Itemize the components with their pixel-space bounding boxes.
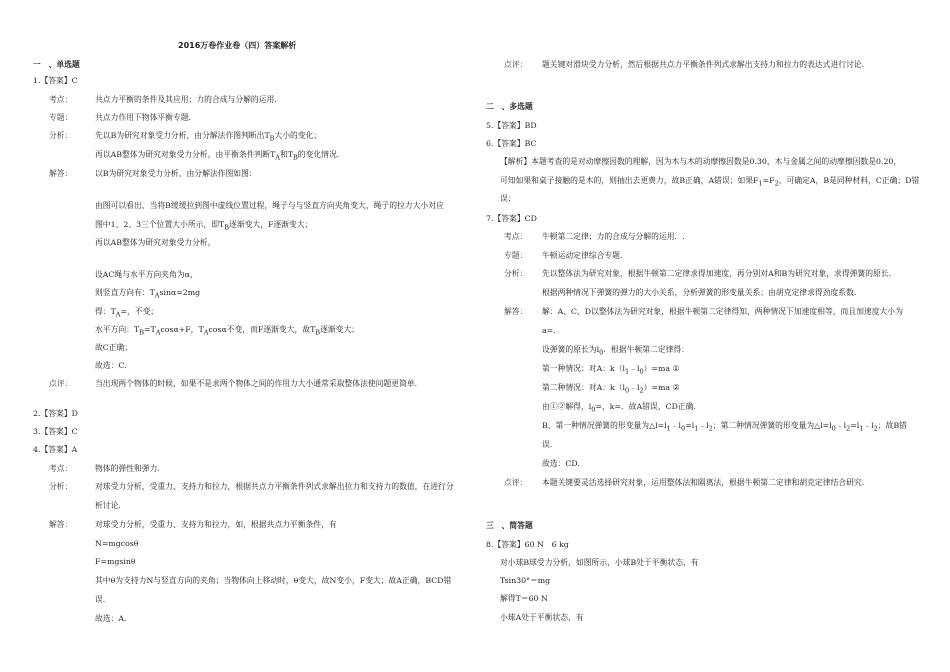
q1-jieda-line9: 故C正确； [95,343,133,352]
q7-jieda-line2: a=. [542,326,556,335]
label-dianping: 点评： [49,379,73,388]
q4-jieda-line2: N=mgcosθ [95,539,139,548]
q7-jieda-line6: 由①②解得，$l_0=$，k=．故A错误，CD正确. [542,402,696,414]
q8-line1: 对小球B球受力分析，如图所示，小球B处于平衡状态，有 [500,558,699,567]
label-kaodian: 考点： [49,95,73,104]
section-heading-multiple-choice: 二 、多选题 [486,102,533,111]
answer-q5: 5.【答案】BD [486,121,537,130]
q8-line2: Tsin30°＝mg [500,576,551,585]
label-zhuanti: 专题： [504,251,528,260]
answer-q1: 1.【答案】C [33,76,78,85]
q1-jieda-line2: 由图可以看出，当将B缓缓拉到图中虚线位置过程，绳子与与竖直方向夹角变大，绳子的拉力大小对应 [95,201,444,210]
q7-jieda-line5: 第二种情况：对A：$k(l_0﹣l_2)=ma$ ② [542,383,680,395]
q1-fenxi-line1: 先以B为研究对象受力分析，由分解法作图判断出$T_B$大小的变化； [95,131,322,143]
q6-jiexi-line3: 误； [500,194,516,203]
answer-q4: 4.【答案】A [33,445,78,454]
q1-jieda-line1: 以B为研究对象受力分析，由分解法作图如图： [95,169,257,178]
q4-jieda-line3: F=mgsinθ [95,557,136,566]
q1-jieda-line3: 图中1、2、3三个位置大小所示，即$T_B$逐渐变大，F逐渐变大； [95,220,313,232]
label-zhuanti: 专题： [49,113,73,122]
q4-fenxi-line1: 对球受力分析，受重力、支持力和拉力，根据共点力平衡条件列式求解出拉力和支持力的数值，在进行分 [95,482,454,491]
q7-jieda-line9: 故选：CD. [542,459,580,468]
answer-q6: 6.【答案】BC [486,139,537,148]
q6-jiexi-line2: 可知如果和桌子接触的是木的，则抽出去更费力，故B正确，A错误；如果$F_1=F_2$，可确定A，B是同种材料，C正确；D错 [500,176,920,188]
q1-jieda-line8: 水平方向：$T_B=T_A\cos\alpha+F$，$T_A\cos\alpha$不变，而F逐渐变大，故$T_B$逐渐变大； [95,325,360,337]
q7-zhuanti: 牛顿运动定律综合专题. [542,251,623,260]
q7-fenxi-line2: 根据两种情况下弹簧的弹力的大小关系，分析弹簧的形变量关系；由胡克定律求得劲度系数. [542,288,857,297]
label-kaodian: 考点： [504,232,528,241]
q4-jieda-line1: 对球受力分析，受重力、支持力和拉力，如，根据共点力平衡条件，有 [95,520,337,529]
section-heading-single-choice: 一 、单选题 [33,60,80,69]
q8-line3: 解得T＝60 N [500,594,548,603]
q1-jieda-line7: 得：$T_A=$，不变； [95,307,159,319]
q1-dianping: 当出现两个物体的时候，如果不是求两个物体之间的作用力大小通常采取整体法使问题更简单. [95,379,418,388]
right-column [478,0,950,672]
q4-jieda-line4: 其中θ为支持力N与竖直方向的夹角；当物体向上移动时，θ变大，故N变小，F变大；故A正确，BCD错 [95,576,452,585]
q7-fenxi-line1: 先以整体法为研究对象，根据牛顿第二定律求得加速度，再分别对A和B为研究对象，求得弹簧的原长. [542,269,892,278]
q7-jieda-line1: 解：A、C、D以整体法为研究对象，根据牛顿第二定律得知，两种情况下加速度相等，而且加速度大小为 [542,307,903,316]
q7-jieda-line7: B、第一种情况弹簧的形变量为$\triangle l=l_1﹣l_0=l_1﹣l_2$；第二种情况弹簧的形变量为$\triangle l=l_0﹣l_2=l_1﹣l_2$；故B错 [542,421,907,433]
answer-q3: 3.【答案】C [33,427,78,436]
label-fenxi: 分析： [49,482,73,491]
q1-jieda-line4: 再以AB整体为研究对象受力分析， [95,238,216,247]
q4-kaodian: 物体的弹性和弹力. [95,464,160,473]
answer-q2: 2.【答案】D [33,409,78,418]
label-dianping: 点评： [504,478,528,487]
q7-jieda-line8: 误. [542,440,553,449]
label-jieda: 解答： [49,520,73,529]
q4-dianping: 题关键对滑块受力分析，然后根据共点力平衡条件列式求解出支持力和拉力的表达式进行讨论. [542,60,865,69]
label-fenxi: 分析： [49,131,73,140]
q1-fenxi-line2: 再以AB整体为研究对象受力分析，由平衡条件判断$T_A$和$T_B$的变化情况. [95,150,340,162]
q4-jieda-line6: 故选：A. [95,614,127,623]
page-title: 2016万卷作业卷（四）答案解析 [178,41,297,50]
answer-q7: 7.【答案】CD [486,214,537,223]
label-jieda: 解答： [49,169,73,178]
q1-jieda-line6: 则竖直方向有：$T_A\sin\alpha=2mg$ [95,288,201,300]
q4-jieda-line5: 误. [95,595,106,604]
q8-line4: 小球A处于平衡状态，有 [500,613,584,622]
left-column [0,0,470,672]
answer-q8: 8.【答案】60 N 6 kg [486,540,569,549]
section-heading-short-answer: 三 、简答题 [486,521,533,530]
label-jieda: 解答： [504,307,528,316]
q7-dianping: 本题关键要灵活选择研究对象，运用整体法和隔离法，根据牛顿第二定律和胡克定律结合研究. [542,478,865,487]
label-fenxi: 分析： [504,269,528,278]
q4-fenxi-line2: 析讨论. [95,501,121,510]
q6-jiexi-line1: 【解析】本题考查的是对动摩擦因数的理解，因为木与木的动摩擦因数是0.30，木与金属之间的动摩擦因数是0.20， [500,157,902,166]
q1-jieda-line5: 设AC绳与水平方向夹角为α， [95,270,198,279]
q1-kaodian: 共点力平衡的条件及其应用；力的合成与分解的运用. [95,95,277,104]
q1-zhuanti: 共点力作用下物体平衡专题. [95,113,192,122]
q7-jieda-line4: 第一种情况：对A：$k(l_1﹣l_0)=ma$ ① [542,364,680,376]
q1-jieda-line10: 故选：C. [95,361,127,370]
q7-kaodian: 牛顿第二定律；力的合成与分解的运用．. [542,232,685,241]
label-dianping: 点评： [504,60,528,69]
q7-jieda-line3: 设弹簧的原长为$l_0$．根据牛顿第二定律得： [542,345,689,357]
label-kaodian: 考点： [49,464,73,473]
